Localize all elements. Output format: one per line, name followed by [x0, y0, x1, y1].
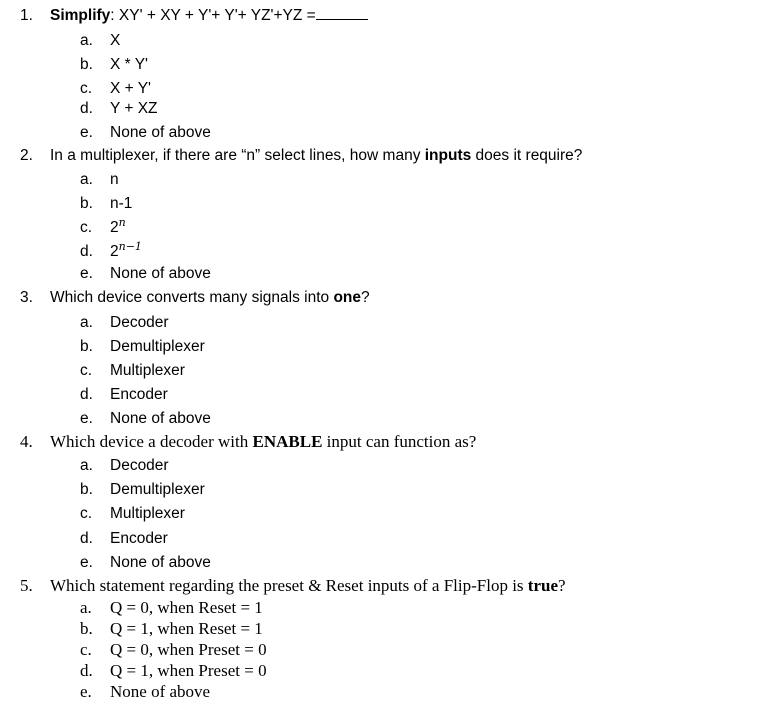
option-letter: e. — [80, 682, 92, 701]
option-text: None of above — [110, 265, 211, 282]
question-body: Which device a decoder with — [50, 432, 253, 451]
exponent-base: 2 — [110, 243, 119, 260]
option-text: Q = 0, when Reset = 1 — [110, 598, 263, 617]
option-letter: b. — [80, 619, 93, 638]
option-letter: a. — [80, 171, 93, 188]
option-text: Q = 1, when Reset = 1 — [110, 619, 263, 638]
option-letter: e. — [80, 124, 93, 141]
question-body: Which statement regarding the preset & Reset inputs of a Flip-Flop is — [50, 576, 528, 595]
question-emphasis: true — [527, 576, 559, 595]
question-body: In a multiplexer, if there are “n” select lines, how many — [50, 147, 425, 164]
question-text — [50, 576, 566, 596]
option-letter: b. — [80, 56, 93, 73]
option-letter: c. — [80, 219, 93, 236]
option-text: X — [110, 32, 121, 49]
question-number: 2. — [20, 147, 33, 164]
option-text: Demultiplexer — [110, 481, 205, 498]
option-letter: a. — [80, 314, 93, 331]
option-text: Q = 0, when Preset = 0 — [110, 640, 267, 659]
question-number: 3. — [20, 289, 33, 306]
question-body-end: ? — [361, 289, 370, 306]
option-letter: b. — [80, 338, 93, 355]
option-text: None of above — [110, 682, 211, 701]
question-body-end: input can function as? — [322, 432, 477, 451]
option-letter: d. — [80, 530, 93, 547]
question-body-end: does it require? — [471, 147, 583, 164]
option-text: Decoder — [110, 314, 169, 331]
option-text: None of above — [110, 554, 211, 571]
question-number: 1. — [20, 7, 33, 24]
option-letter: a. — [80, 32, 93, 49]
option-text: None of above — [110, 124, 211, 141]
option-text: Multiplexer — [110, 505, 185, 522]
option-letter: e. — [80, 265, 93, 282]
option-letter: e. — [80, 554, 93, 571]
question-emphasis: inputs — [424, 147, 472, 164]
question-text — [50, 6, 368, 26]
question-number: 4. — [20, 432, 33, 451]
option-text — [110, 242, 142, 262]
question-body: Which device converts many signals into — [50, 289, 334, 306]
option-text: Y + XZ — [110, 100, 158, 117]
question-emphasis: ENABLE — [252, 432, 323, 451]
option-text: n-1 — [110, 195, 133, 212]
option-text: Encoder — [110, 530, 168, 547]
option-text: Demultiplexer — [110, 338, 205, 355]
option-text: n — [110, 171, 119, 188]
option-letter: c. — [80, 80, 93, 97]
option-letter: c. — [80, 640, 92, 659]
question-text — [50, 146, 582, 166]
option-letter: e. — [80, 410, 93, 427]
option-letter: b. — [80, 195, 93, 212]
question-text — [50, 288, 370, 308]
question-number: 5. — [20, 576, 33, 595]
option-text: None of above — [110, 410, 211, 427]
option-letter: a. — [80, 598, 92, 617]
answer-blank — [316, 6, 368, 20]
question-text — [50, 432, 476, 452]
option-letter: d. — [80, 243, 93, 260]
exponent-base: 2 — [110, 219, 119, 236]
option-letter: a. — [80, 457, 93, 474]
question-body: : XY' + XY + Y'+ Y'+ YZ'+YZ = — [110, 7, 316, 24]
option-text: Encoder — [110, 386, 168, 403]
option-text: Decoder — [110, 457, 169, 474]
exponent: n−1 — [118, 240, 142, 253]
option-letter: b. — [80, 481, 93, 498]
option-text: Q = 1, when Preset = 0 — [110, 661, 267, 680]
option-letter: d. — [80, 661, 93, 680]
option-text: X * Y' — [110, 56, 149, 73]
option-letter: c. — [80, 505, 93, 522]
question-prefix: Simplify — [50, 7, 111, 24]
option-text: Multiplexer — [110, 362, 185, 379]
option-letter: d. — [80, 100, 93, 117]
question-emphasis: one — [333, 289, 361, 306]
option-letter: c. — [80, 362, 93, 379]
option-letter: d. — [80, 386, 93, 403]
question-body-end: ? — [558, 576, 566, 595]
exponent: n — [118, 216, 126, 229]
option-text — [110, 218, 126, 238]
option-text: X + Y' — [110, 80, 152, 97]
